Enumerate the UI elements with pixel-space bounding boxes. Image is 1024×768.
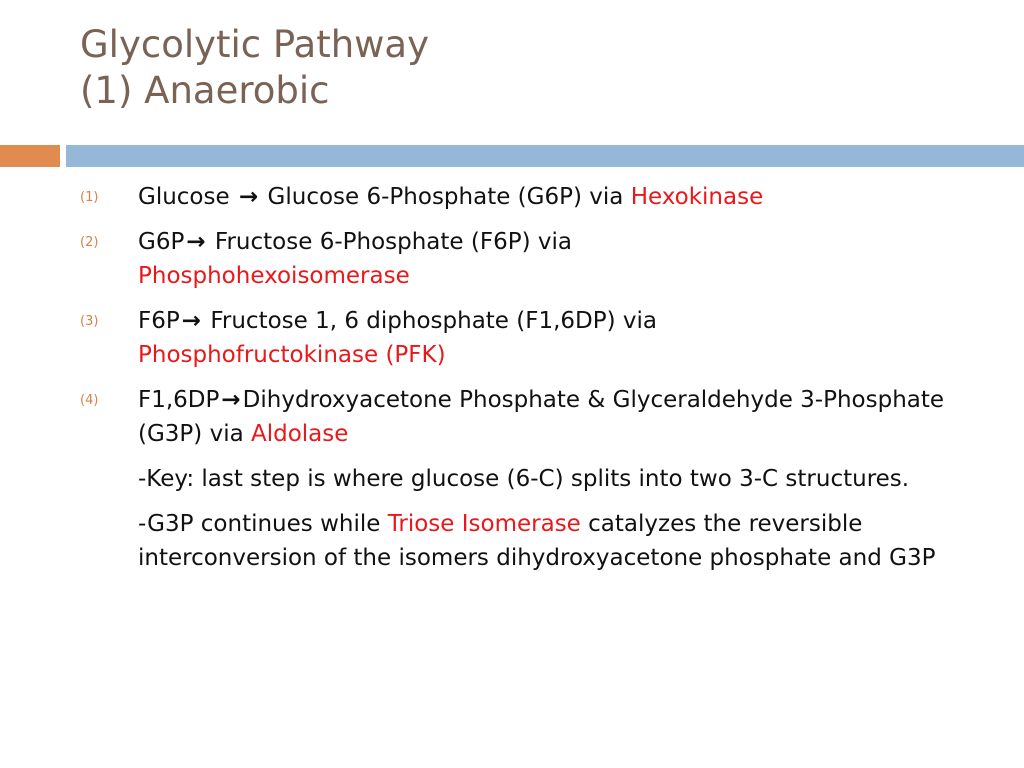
enzyme-label: Triose Isomerase xyxy=(387,511,581,537)
slide-content xyxy=(80,180,980,586)
title-line-1: Glycolytic Pathway xyxy=(80,23,430,66)
item-text: F1,6DP xyxy=(138,387,220,413)
key-note: -Key: last step is where glucose (6-C) splits into two 3-C structures. xyxy=(138,466,910,492)
list-item-2 xyxy=(80,225,980,293)
item-text: Glucose 6-Phosphate (G6P) via xyxy=(267,184,624,210)
enzyme-label: Phosphohexoisomerase xyxy=(138,263,410,289)
item-text: G6P xyxy=(138,229,185,255)
note-text: -G3P continues while xyxy=(138,511,381,537)
title-line-2: (1) Anaerobic xyxy=(80,69,330,112)
list-item-number: (4) xyxy=(80,393,99,408)
arrow-icon: → xyxy=(238,184,259,210)
item-text: Fructose 1, 6 diphosphate (F1,6DP) via xyxy=(210,308,658,334)
item-text: Fructose 6-Phosphate (F6P) via xyxy=(214,229,572,255)
enzyme-label: Aldolase xyxy=(251,421,349,447)
enzyme-label: Hexokinase xyxy=(630,184,764,210)
arrow-icon: → xyxy=(186,229,206,255)
list-item-number: (1) xyxy=(80,190,99,205)
note-text: catalyzes the reversible interconversion of the isomers dihydroxyacetone phosphate and G3P xyxy=(138,511,936,571)
list-item-3 xyxy=(80,304,980,372)
list-item-number: (3) xyxy=(80,314,99,329)
list-item-number: (2) xyxy=(80,235,99,250)
enzyme-label: Phosphofructokinase (PFK) xyxy=(138,342,446,368)
list-item-4 xyxy=(80,383,980,451)
arrow-icon: → xyxy=(221,387,241,413)
g3p-note xyxy=(80,507,980,575)
arrow-icon: → xyxy=(181,308,202,334)
item-text: Dihydroxyacetone Phosphate & Glyceraldehyde 3-Phosphate (G3P) via xyxy=(138,387,945,447)
item-text: F6P xyxy=(138,308,180,334)
list-item-1 xyxy=(80,180,980,214)
slide-title xyxy=(80,22,980,114)
item-text: Glucose xyxy=(138,184,230,210)
accent-bar-blue xyxy=(66,145,1024,167)
accent-bar-orange xyxy=(0,145,60,167)
